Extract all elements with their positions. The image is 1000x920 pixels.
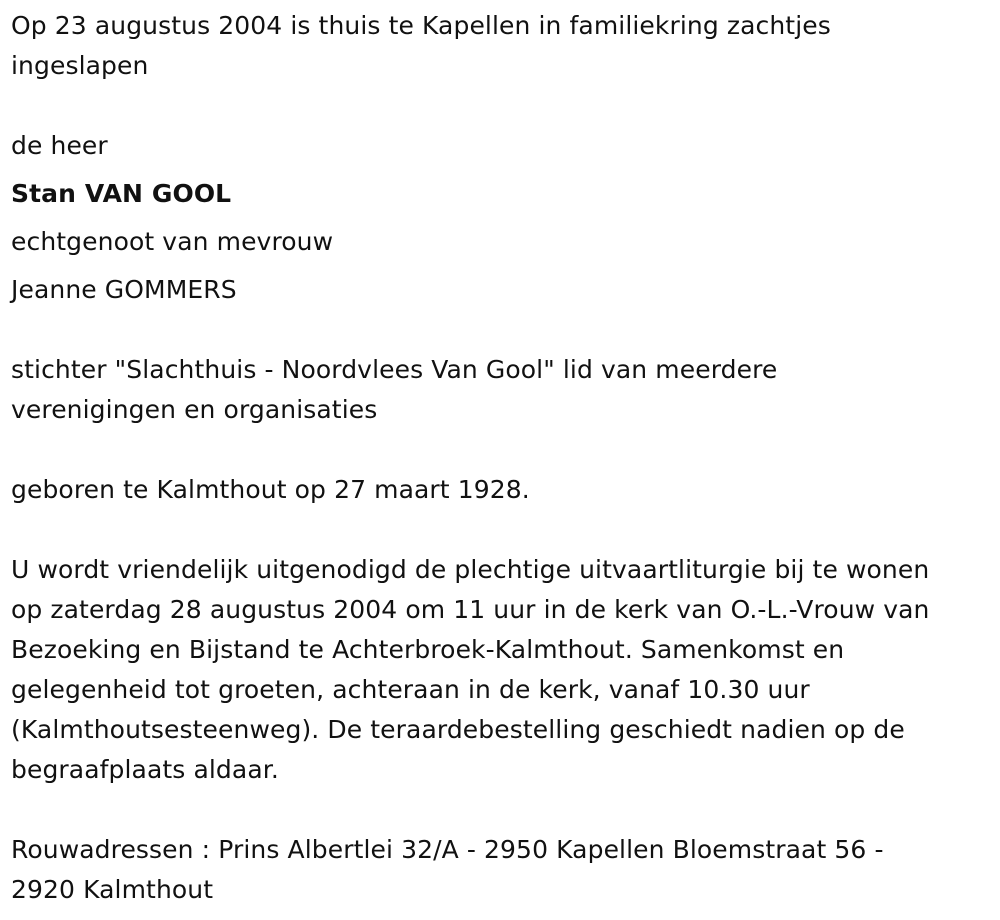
funeral-line-5: (Kalmthoutsesteenweg). De teraardebestelling geschiedt nadien op de [11, 715, 905, 744]
intro-line-1: Op 23 augustus 2004 is thuis te Kapellen in familiekring zachtjes [11, 11, 831, 40]
founder-line-1: stichter "Slachthuis - Noordvlees Van Gool" lid van meerdere [11, 355, 778, 384]
spouse-label: echtgenoot van mevrouw [11, 227, 334, 256]
deceased-name: Stan VAN GOOL [11, 179, 232, 208]
spacer [11, 510, 1000, 550]
spacer [11, 310, 1000, 350]
spacer [11, 166, 1000, 174]
funeral-line-3: Bezoeking en Bijstand te Achterbroek-Kalmthout. Samenkomst en [11, 635, 845, 664]
funeral-line-4: gelegenheid tot groeten, achteraan in de kerk, vanaf 10.30 uur [11, 675, 810, 704]
address-line-1: Rouwadressen : Prins Albertlei 32/A - 2950 Kapellen Bloemstraat 56 - [11, 835, 884, 864]
spacer [11, 214, 1000, 222]
spacer [11, 86, 1000, 126]
spacer [11, 790, 1000, 830]
funeral-line-6: begraafplaats aldaar. [11, 755, 279, 784]
spacer [11, 262, 1000, 270]
address-line-2: 2920 Kalmthout [11, 875, 214, 904]
founder-line-2: verenigingen en organisaties [11, 395, 378, 424]
honorific: de heer [11, 131, 108, 160]
birth-info: geboren te Kalmthout op 27 maart 1928. [11, 475, 530, 504]
intro-line-2: ingeslapen [11, 51, 149, 80]
spacer [11, 430, 1000, 470]
spouse-name: Jeanne GOMMERS [11, 275, 237, 304]
funeral-line-1: U wordt vriendelijk uitgenodigd de plechtige uitvaartliturgie bij te wonen [11, 555, 930, 584]
funeral-line-2: op zaterdag 28 augustus 2004 om 11 uur in de kerk van O.-L.-Vrouw van [11, 595, 930, 624]
